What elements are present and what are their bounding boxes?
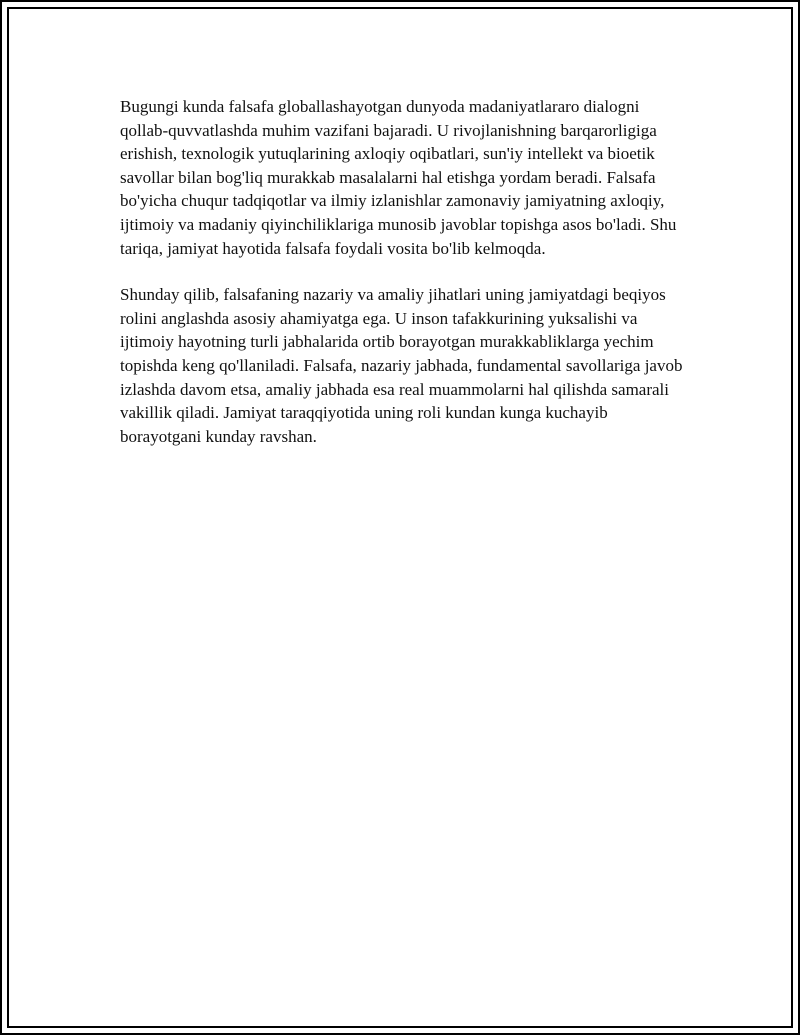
paragraph-1: Bugungi kunda falsafa globallashayotgan dunyoda madaniyatlararo dialogni qollab-quvvatlashda muhim vazifani bajaradi. U rivojlanishning barqarorligiga erishish, texnologik yutuqlarining axloqiy oqibatlari, sun'iy intellekt va bioetik savollar bilan bog'liq murakkab masalalarni hal etishga yordam beradi. Falsafa bo'yicha chuqur tadqiqotlar va ilmiy izlanishlar zamonaviy jamiyatning axloqiy, ijtimoiy va madaniy qiyinchiliklariga munosib javoblar topishga asos bo'ladi. Shu tariqa, jamiyat hayotida falsafa foydali vosita bo'lib kelmoqda. [120,97,677,258]
paragraph-2: Shunday qilib, falsafaning nazariy va amaliy jihatlari uning jamiyatdagi beqiyos rolini anglashda asosiy ahamiyatga ega. U inson tafakkurining yuksalishi va ijtimoiy hayotning turli jabhalarida ortib borayotgan murakkabliklarga yechim topishda keng qo'llaniladi. Falsafa, nazariy jabhada, fundamental savollariga javob izlashda davom etsa, amaliy jabhada esa real muammolarni hal qilishda samarali vakillik qiladi. Jamiyat taraqqiyotida uning roli kundan kunga kuchayib borayotgani kunday ravshan. [120,285,683,446]
document-body [120,95,690,471]
